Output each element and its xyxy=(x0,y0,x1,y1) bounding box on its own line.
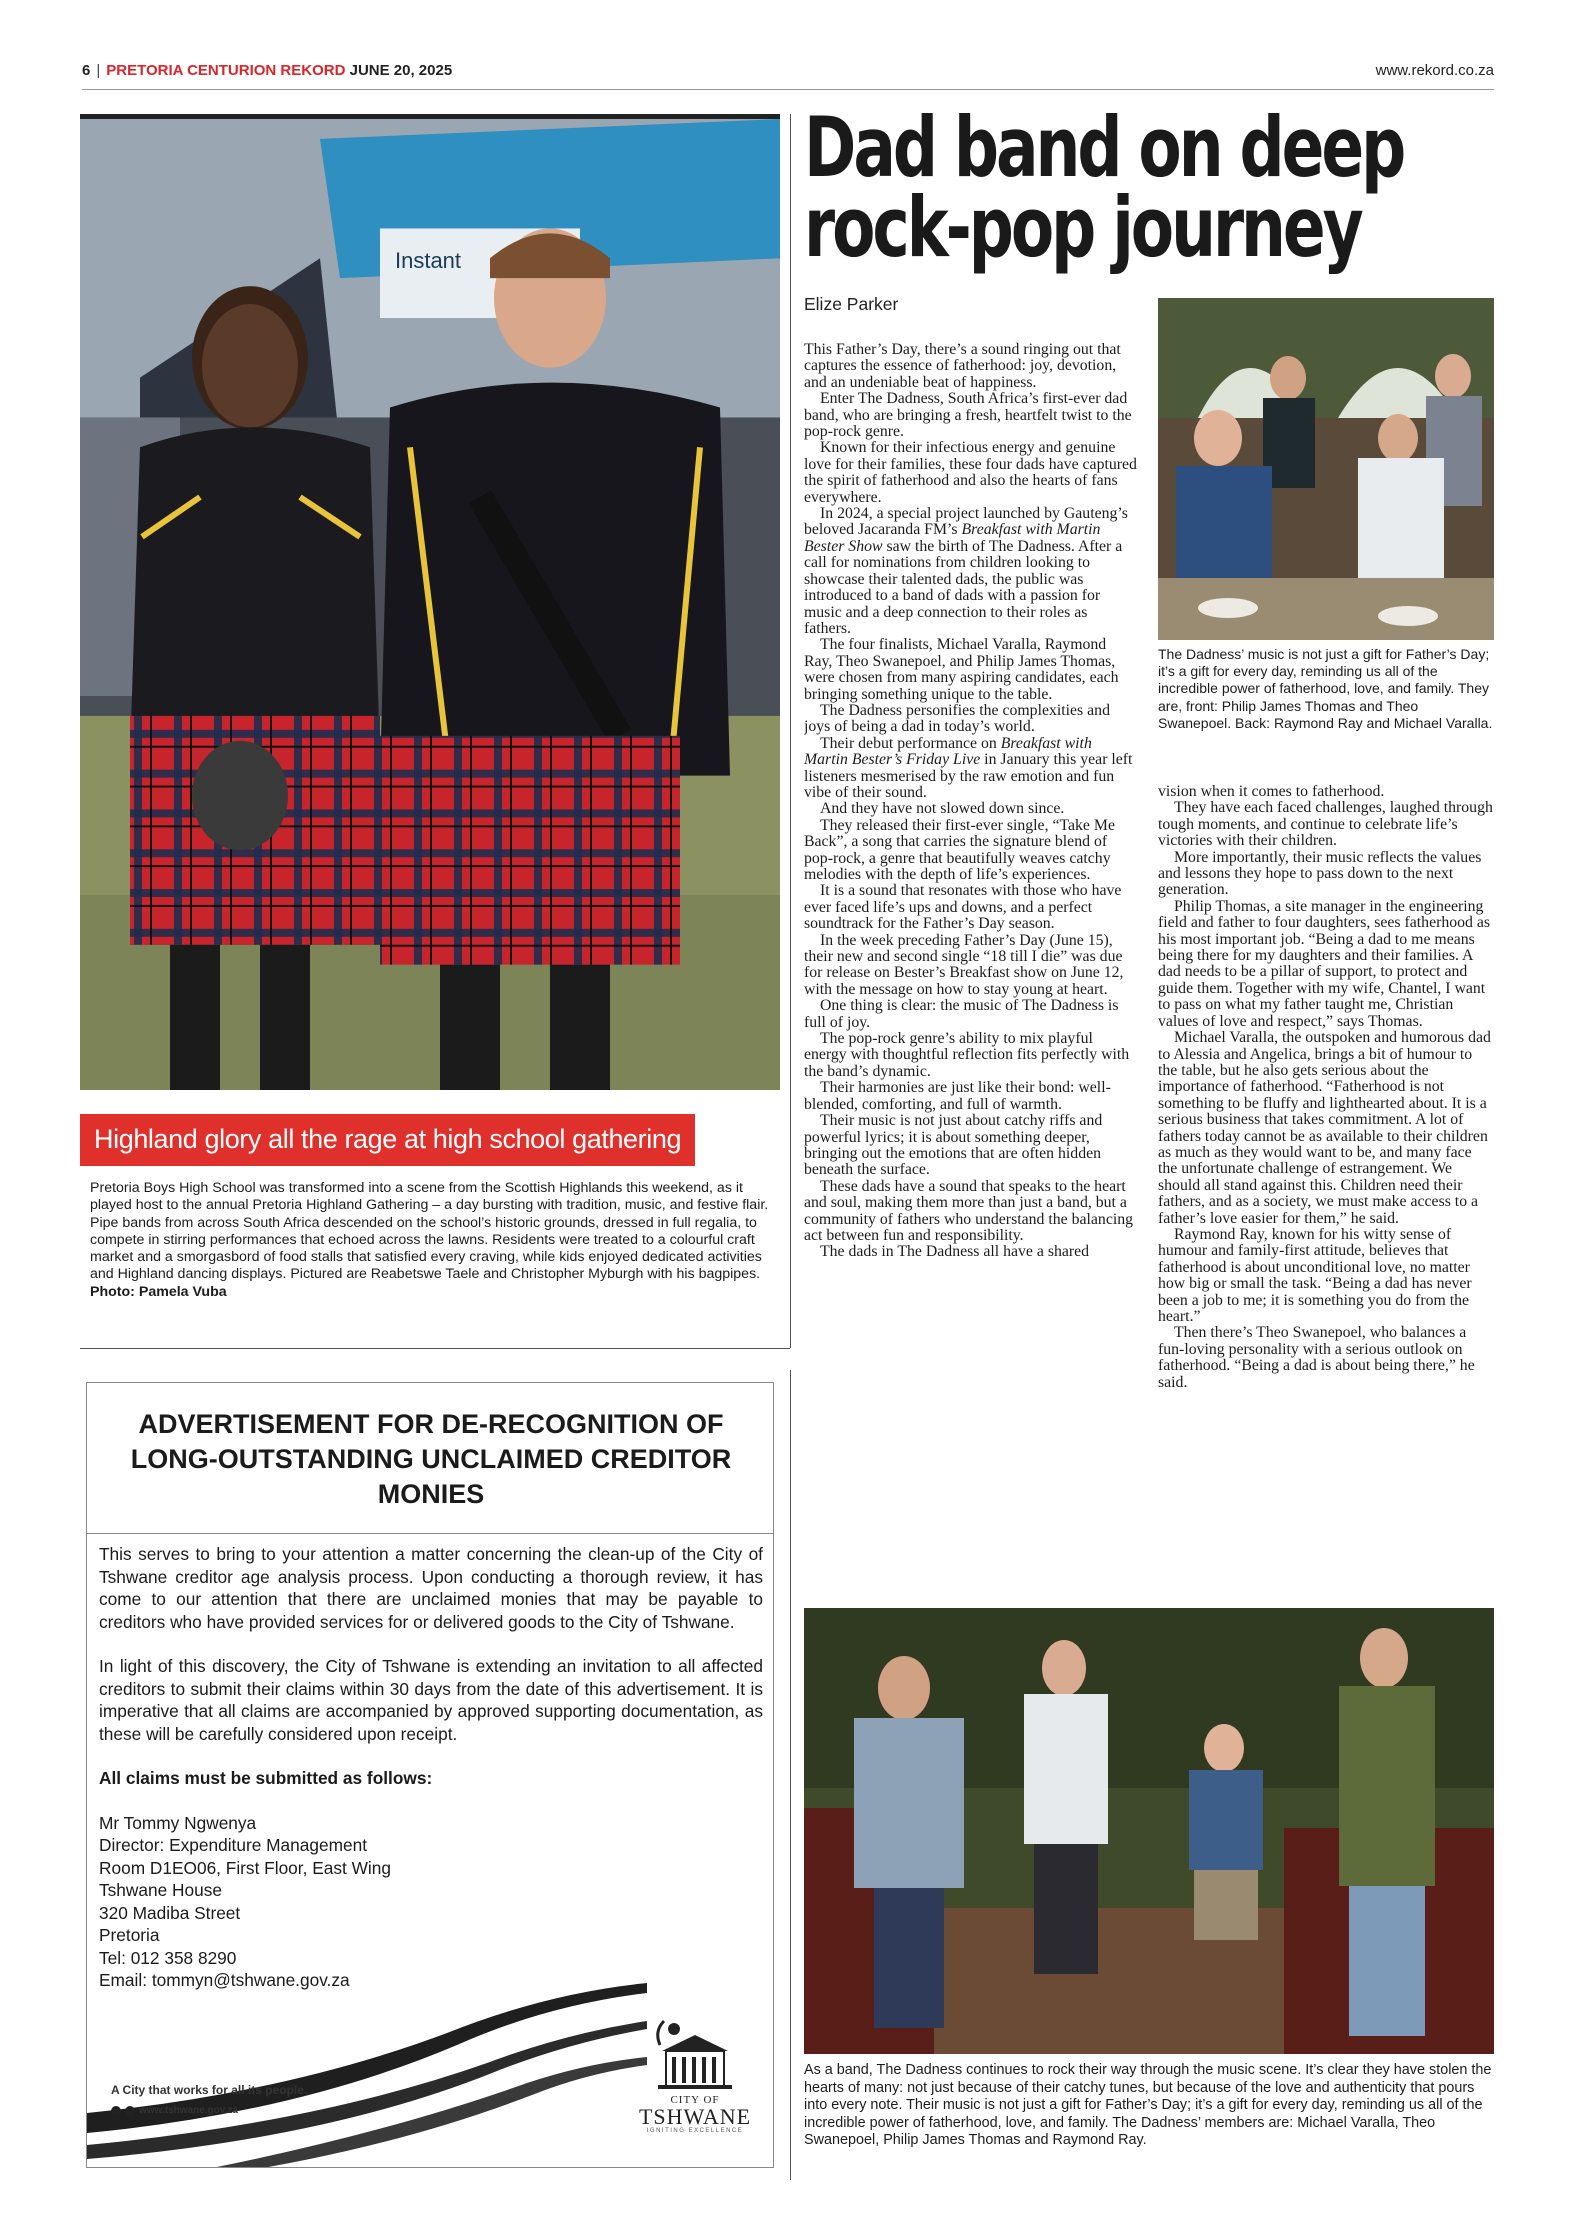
twitter-icon[interactable] xyxy=(125,2106,135,2116)
page-header xyxy=(82,62,1494,90)
article-paragraph: Their debut performance on Breakfast with Martin Bester’s Friday Live in January this year left listeners mesmerised by the raw emotion and fun vibe of their sound. xyxy=(804,734,1133,801)
contact-room: Room D1EO06, First Floor, East Wing xyxy=(99,1857,391,1878)
article-byline: Elize Parker xyxy=(804,294,899,314)
highland-photo xyxy=(80,114,780,1090)
band-photo-restaurant xyxy=(1158,298,1494,640)
headline-line-1: Dad band on deep xyxy=(804,99,1404,196)
article-paragraph: Then there’s Theo Swanepoel, who balances a fun-loving personality with a serious outlook on fatherhood. “Being a dad is about being there,” he said. xyxy=(1158,1324,1475,1391)
band-photo-caption-bottom: As a band, The Dadness continues to rock their way through the music scene. It’s clear they have stolen the hearts of many: not just because of their catchy tunes, but because of the love and authenticity that pours into every note. Their music is not just a gift for Father’s Day; it’s a gift for every day, reminding us all of the incredible power of fatherhood, love, and family. The Dadness’ members are: Michael Varalla, Theo Swanepoel, Philip James Thomas and Raymond Ray. xyxy=(804,2062,1492,2149)
band-photo-caption-top: The Dadness’ music is not just a gift for Father’s Day; it’s a gift for every day, reminding us all of the incredible power of fatherhood, love, and family. They are, front: Philip James Thomas and Theo Swanepoel. Back: Raymond Ray and Michael Varalla. xyxy=(1158,646,1493,731)
article-paragraph: Enter The Dadness, South Africa’s first-ever dad band, who are bringing a fresh, heartfelt twist to the pop-rock genre. xyxy=(804,390,1132,441)
article-paragraph: Raymond Ray, known for his witty sense of humour and family-first attitude, believes that fatherhood is about unconditional love, no matter how big or small the task. “Being a dad has never been a job to me; it is something you do from the heart.” xyxy=(1158,1225,1472,1325)
advert-web[interactable] xyxy=(111,2105,238,2116)
publication-name: PRETORIA CENTURION REKORD xyxy=(106,62,346,79)
article-paragraph: This Father’s Day, there’s a sound ringing out that captures the essence of fatherhood: joy, devotion, and an undeniable beat of happiness. xyxy=(804,342,1121,391)
advert-web-url[interactable]: www.tshwane.gov.za xyxy=(139,2105,238,2116)
article-paragraph: Their harmonies are just like their bond: well-blended, comforting, and full of warmth. xyxy=(804,1079,1111,1113)
photo-credit: Photo: Pamela Vuba xyxy=(90,1283,227,1300)
facebook-icon[interactable] xyxy=(111,2106,121,2116)
contact-city: Pretoria xyxy=(99,1925,160,1945)
article-column-2 xyxy=(1158,784,1494,1590)
advert-paragraph-2: In light of this discovery, the City of Tshwane is extending an invitation to all affected creditors to submit their claims within 30 days from the date of this advertisement. It is imperative that all claims are accompanied by approved supporting documentation, as these will be carefully considered upon receipt. xyxy=(99,1656,763,1744)
tshwane-logo xyxy=(625,2011,765,2161)
article-paragraph: vision when it comes to fatherhood. xyxy=(1158,784,1385,800)
header-left xyxy=(82,62,452,79)
header-separator: | xyxy=(96,62,101,79)
article-paragraph: Michael Varalla, the outspoken and humorous dad to Alessia and Angelica, brings a bit of humour to the table, but he also gets serious about the importance of fatherhood. “Fatherhood is not something to be fluffy and lighthearted about. It is a serious business that takes commitment. A lot of fathers today cannot be as available to their children as much as they would want to be, and many face the unfortunate challenge of estrangement. We should all stand against this. Children need their fathers, and as a society, we must make access to a father’s love easier for them,” he said. xyxy=(1158,1029,1491,1227)
advert-title: ADVERTISEMENT FOR DE-RECOGNITION OF LONG-OUTSTANDING UNCLAIMED CREDITOR MONIES xyxy=(130,1409,732,1509)
highland-banner: Highland glory all the rage at high school gathering xyxy=(80,1114,695,1166)
article-paragraph: The Dadness personifies the complexities and joys of being a dad in today’s world. xyxy=(804,701,1110,736)
article-column-1 xyxy=(804,342,1138,1589)
show-title: Breakfast with Martin Bester Show xyxy=(804,521,1101,555)
show-title: Breakfast with Martin Bester’s Friday Live xyxy=(804,734,1092,769)
contact-block xyxy=(99,1812,763,1992)
article-paragraph: And they have not slowed down since. xyxy=(820,800,1065,818)
tent-logo-text: Instant xyxy=(395,248,462,274)
contact-street: 320 Madiba Street xyxy=(99,1902,241,1923)
claims-heading: All claims must be submitted as follows: xyxy=(99,1768,433,1788)
headline-line-2: rock-pop journey xyxy=(804,179,1361,276)
website-link[interactable]: www.rekord.co.za xyxy=(1375,62,1494,79)
article-paragraph: In 2024, a special project launched by Gauteng’s beloved Jacaranda FM’s Breakfast with Martin Bester Show saw the birth of The Dadness. After a call for nominations from children looking to showcase their talented dads, the public was introduced to a band of dads with a passion for music and a deep connection to their roles as fathers. xyxy=(804,505,1128,637)
highland-caption-body: Pretoria Boys High School was transformed into a scene from the Scottish Highlands this weekend, as it played host to the annual Pretoria Highland Gathering – a day bursting with tradition, music, and festive flair. Pipe bands from across South Africa descended on the school’s historic grounds, dressed in full regalia, to compete in stirring performances that echoed across the lawns. Residents were treated to a colourful craft market and a smorgasbord of food stalls that satisfied every craving, while kids enjoyed dedicated activities and Highland dancing displays. Pictured are Reabetswe Taele and Christopher Myburgh with his bagpipes. xyxy=(90,1180,769,1283)
page-number: 6 xyxy=(82,62,91,79)
band-photo-garden xyxy=(804,1608,1494,2054)
article-paragraph: In the week preceding Father’s Day (June 15), their new and second single “18 till I die” was due for release on Bester’s Breakfast show on June 12, with the message on how to stay young at heart. xyxy=(804,931,1124,998)
tshwane-advert xyxy=(86,1382,774,2168)
article-paragraph: Their music is not just about catchy riffs and powerful lyrics; it is about something deeper, bringing out the emotions that are often hidden beneath the surface. xyxy=(804,1112,1103,1179)
section-divider xyxy=(80,1348,790,1349)
article-headline xyxy=(804,99,1404,276)
logo-city-of: CITY OF xyxy=(670,2094,720,2106)
article-paragraph: The dads in The Dadness all have a shared xyxy=(820,1243,1090,1261)
column-divider xyxy=(790,114,791,1348)
article-paragraph: The four finalists, Michael Varalla, Raymond Ray, Theo Swanepoel, and Philip James Thomas, were chosen from many aspiring candidates, each bringing something unique to the table. xyxy=(804,636,1119,703)
article-paragraph: More importantly, their music reflects the values and lessons they hope to pass down to the next generation. xyxy=(1158,848,1482,899)
article-paragraph: These dads have a sound that speaks to the heart and soul, making them more than just a band, but a community of fathers who understand the balancing act between fun and responsibility. xyxy=(804,1177,1134,1244)
article-paragraph: The pop-rock genre’s ability to mix playful energy with thoughtful reflection fits perfectly with the band’s dynamic. xyxy=(804,1030,1130,1080)
article-paragraph: One thing is clear: the music of The Dadness is full of joy. xyxy=(804,997,1119,1031)
advert-title-rule xyxy=(87,1533,773,1534)
advert-body xyxy=(99,1543,763,1992)
tshwane-building-icon xyxy=(650,2011,740,2089)
contact-tel: Tel: 012 358 8290 xyxy=(99,1947,237,1968)
article-paragraph: They have each faced challenges, laughed through tough moments, and continue to celebrate life’s victories with their children. xyxy=(1158,799,1493,850)
issue-date: JUNE 20, 2025 xyxy=(349,62,453,79)
contact-email[interactable]: Email: tommyn@tshwane.gov.za xyxy=(99,1970,350,1990)
article-paragraph: It is a sound that resonates with those who have ever faced life’s ups and downs, and a perfect soundtrack for the Father’s Day season. xyxy=(804,882,1122,933)
contact-title: Director: Expenditure Management xyxy=(99,1835,367,1855)
logo-tagline: IGNITING EXCELLENCE xyxy=(646,2128,744,2134)
article-paragraph: They released their first-ever single, “Take Me Back”, a song that carries the signature blend of pop-rock, a genre that beautifully weaves catchy melodies with the depth of life’s experiences. xyxy=(804,816,1115,883)
contact-building: Tshwane House xyxy=(99,1880,222,1900)
logo-tshwane: TSHWANE xyxy=(638,2104,752,2129)
highland-caption xyxy=(90,1180,770,1301)
advert-slogan: A City that works for all its people. xyxy=(111,2083,308,2097)
article-paragraph: Known for their infectious energy and genuine love for their families, these four dads have captured the spirit of fatherhood and also the hearts of fans everywhere. xyxy=(804,439,1137,506)
article-paragraph: Philip Thomas, a site manager in the engineering field and father to four daughters, sees fatherhood as his most important job. “Being a dad to me means being there for my daughters and their families. A dad needs to be a pillar of support, to protect and guide them. Together with my wife, Chantel, I want to pass on what my father taught me, Christian values of love and respect,” says Thomas. xyxy=(1158,897,1491,1030)
contact-name: Mr Tommy Ngwenya xyxy=(99,1812,257,1833)
advert-paragraph-1: This serves to bring to your attention a matter concerning the clean-up of the City of Tshwane creditor age analysis process. Upon conducting a thorough review, it has come to our attention that there are unclaimed monies that may be payable to creditors who have provided services for or delivered goods to the City of Tshwane. xyxy=(99,1544,763,1632)
column-divider-lower xyxy=(790,1370,791,2180)
